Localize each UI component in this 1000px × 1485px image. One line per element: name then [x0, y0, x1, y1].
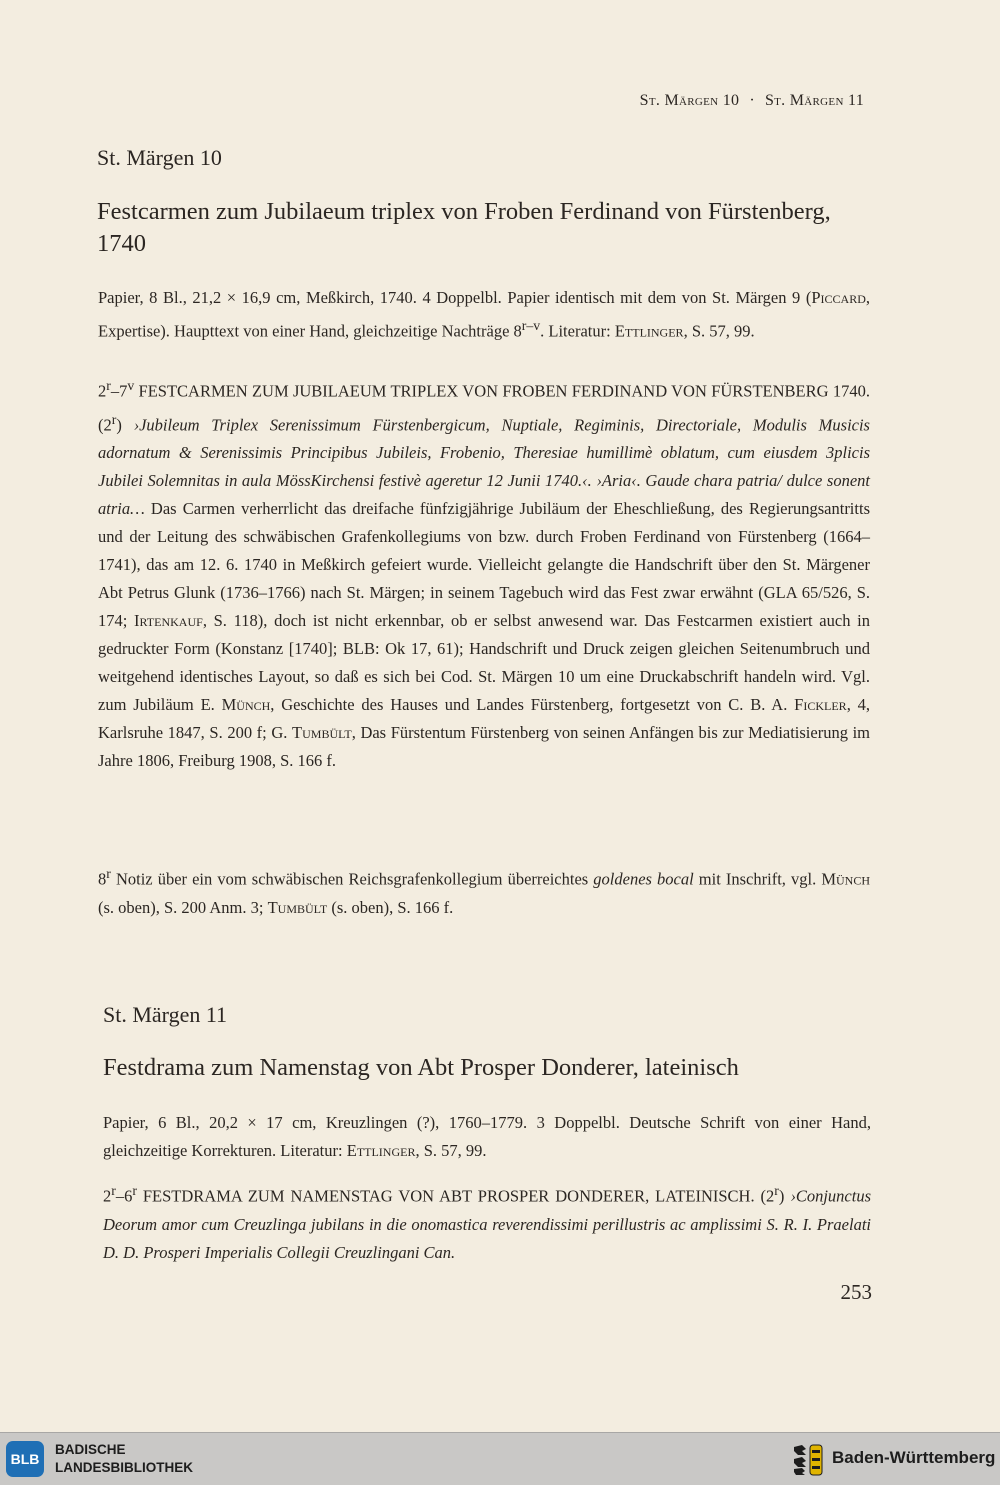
content-heading: FESTDRAMA ZUM NAMENSTAG VON ABT PROSPER DONDERER, LATEINISCH. (2 — [136, 1186, 775, 1206]
entry1-content-description — [98, 372, 870, 775]
text-run: mit Inschrift, vgl. — [693, 869, 822, 889]
author-ettlinger: Ettlinger — [346, 1141, 416, 1160]
content-heading: FESTCARMEN ZUM JUBILAEUM TRIPLEX VON FROBEN FERDINAND VON FÜRSTENBERG 1740. (2 — [98, 381, 870, 434]
bw-lions-icon — [790, 1441, 826, 1477]
folio-ref: 2 — [103, 1186, 112, 1206]
text-run: . Literatur: — [540, 321, 615, 341]
folio-superscript: r — [106, 866, 111, 881]
page-number: 253 — [840, 1280, 872, 1304]
author-muench: Münch — [221, 695, 271, 714]
folio-superscript: r — [111, 1183, 116, 1198]
entry2-content-description — [103, 1177, 871, 1267]
text-run: , S. 57, 99. — [415, 1141, 487, 1160]
bw-name[interactable]: Baden-Württemberg — [832, 1448, 996, 1467]
entry1-note — [98, 860, 870, 922]
entry2-signature: St. Märgen 11 — [103, 1002, 228, 1027]
text-run: Papier, 6 Bl., 20,2 × 17 cm, Kreuzlingen (?), 1760–1779. 3 Doppelbl. Deutsche Schrift von einer Hand, gleichzeitige Korrekturen. Literatur: — [103, 1113, 871, 1160]
folio-ref: –7 — [110, 381, 128, 401]
folio-ref: 2 — [98, 381, 107, 401]
entry1-physical-description — [98, 284, 870, 346]
entry2-physical-description — [103, 1109, 871, 1165]
incipit-italic: ›Jubileum Triplex Serenissimum Fürstenbergicum, Nuptiale, Regiminis, Directoriale, Modulis Musicis adornatum & Serenissimis Principibus Jubileis, Frobenio, Theresiae humillimè oblatum, cum eiusdem 3plicis Jubilei Solemnitas in aula MössKirchensi festivè ageretur 12 Junii 1740.‹. ›Aria‹. Gaude chara patria/ dulce sonent atria… — [98, 415, 870, 518]
text-run: (s. oben), S. 200 Anm. 3; — [98, 897, 268, 917]
folio-superscript: r — [111, 411, 117, 427]
author-irtenkauf: Irtenkauf — [134, 611, 203, 630]
text-run: Papier, 8 Bl., 21,2 × 16,9 cm, Meßkirch, 1740. 4 Doppelbl. Papier identisch mit dem von St. Märgen 9 ( — [98, 288, 812, 307]
incipit-italic: ›Conjunctus Deorum amor cum Creuzlinga jubilans in die onomastica reverendissimi perillustris ac amplissimi S. R. I. Praelati D. D. Prosperi Imperialis Collegii Creuzlingani Can. — [103, 1186, 871, 1262]
folio-superscript: v — [127, 378, 135, 393]
entry2-title: Festdrama zum Namenstag von Abt Prosper Donderer, lateinisch — [103, 1054, 739, 1081]
entry1-signature: St. Märgen 10 — [97, 145, 222, 170]
blb-name[interactable] — [55, 1441, 193, 1477]
entry1-title: Festcarmen zum Jubilaeum triplex von Froben Ferdinand von Fürstenberg, 1740 — [97, 198, 831, 257]
author-fickler: Fickler — [794, 695, 847, 714]
folio-ref: 8 — [98, 869, 107, 889]
author-tumbuelt: Tumbült — [292, 723, 352, 742]
folio-superscript: r — [106, 378, 111, 393]
author-muench: Münch — [821, 869, 871, 889]
blb-name-line1: BADISCHE — [55, 1442, 126, 1457]
text-run: ) — [778, 1186, 791, 1206]
author-ettlinger: Ettlinger — [614, 321, 684, 341]
text-run: , Das Fürstentum Fürstenberg von seinen Anfängen bis zur Mediatisierung im Jahre 1806, Freiburg 1908, S. 166 f. — [98, 723, 870, 770]
text-run: ) — [116, 415, 134, 434]
author-tumbuelt: Tumbült — [267, 897, 328, 917]
italic-term: goldenes bocal — [593, 869, 694, 889]
author-piccard: Piccard — [811, 288, 866, 307]
running-head — [640, 92, 864, 110]
folio-superscript: r — [132, 1183, 137, 1198]
text-run: (s. oben), S. 166 f. — [327, 897, 454, 917]
running-head-separator: · — [749, 92, 755, 109]
text-run: , 4, Karlsruhe 1847, S. 200 f; G. — [98, 695, 871, 742]
blb-name-line2: LANDESBIBLIOTHEK — [55, 1460, 193, 1475]
folio-ref: –6 — [115, 1186, 133, 1206]
running-head-right: St. Märgen 11 — [764, 92, 864, 109]
text-run: Notiz über ein vom schwäbischen Reichsgrafenkollegium überreichtes — [110, 869, 594, 889]
running-head-left: St. Märgen 10 — [639, 92, 740, 109]
text-run: Das Carmen verherrlicht das dreifache fünfzigjährige Jubiläum der Eheschließung, des Regierungsantritts und der Leitung des schwäbischen Grafenkollegiums von bzw. durch Froben Ferdinand von Fürstenberg (1664–1741), das am 12. 6. 1740 in Meßkirch gefeiert wurde. Vielleicht gelangte die Handschrift über den St. Märgener Abt Petrus Glunk (1736–1766) nach St. Märgen; in seinem Tagebuch wird das Fest zwar erwähnt (GLA 65/526, S. 174; — [98, 499, 870, 630]
folio-superscript: r — [774, 1183, 779, 1198]
folio-superscript: r–v — [521, 318, 541, 333]
text-run: , Geschichte des Hauses und Landes Fürstenberg, fortgesetzt von C. B. A. — [270, 695, 795, 714]
text-run: , S. 57, 99. — [683, 321, 755, 341]
text-run: , S. 118), doch ist nicht erkennbar, ob er selbst anwesend war. Das Festcarmen existiert auch in gedruckter Form (Konstanz [1740]; BLB: Ok 17, 61); Handschrift und Druck zeigen gleichen Seitenumbruch und weitgehend identisches Layout, so daß es sich bei Cod. St. Märgen 10 um eine Druckabschrift handeln wird. Vgl. zum Jubiläum E. — [98, 611, 870, 714]
text-run: , Expertise). Haupttext von einer Hand, gleichzeitige Nachträge 8 — [98, 288, 870, 341]
blb-logo[interactable]: BLB — [6, 1441, 44, 1477]
footer-bar — [0, 1432, 1000, 1485]
